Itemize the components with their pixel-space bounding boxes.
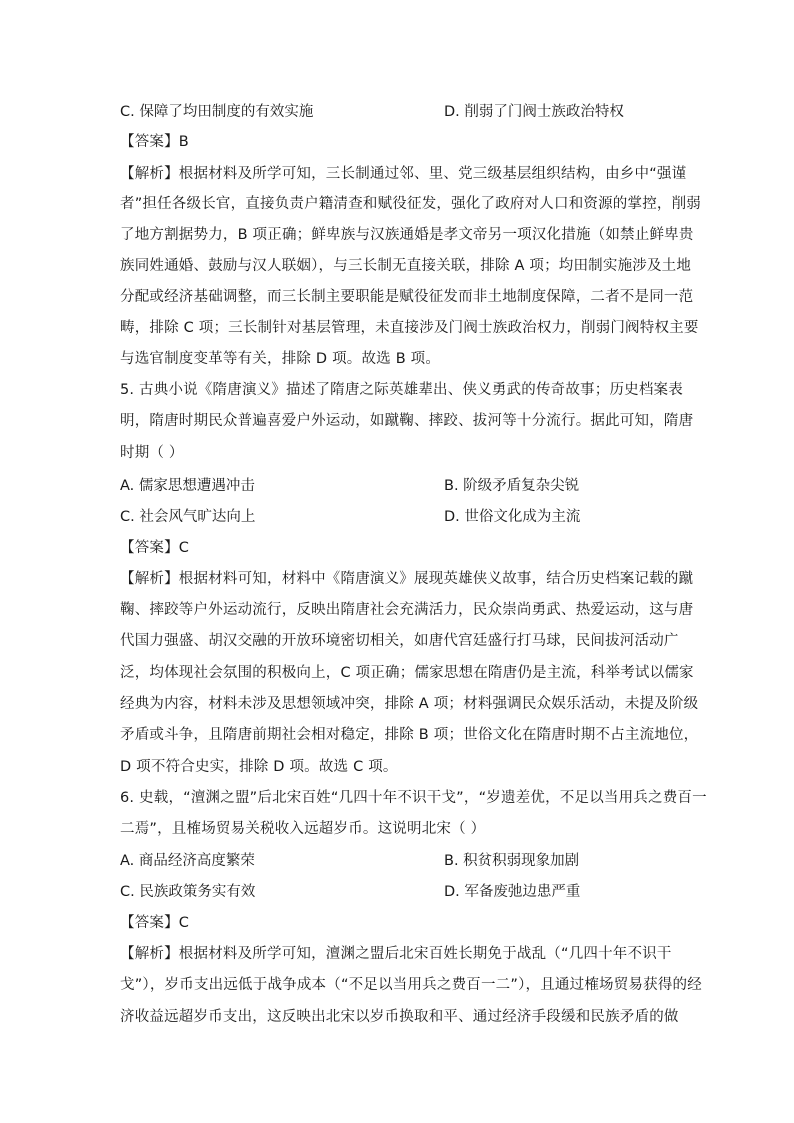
q6-option-a[interactable]: A. 商品经济高度繁荣 — [120, 853, 255, 869]
q4-analysis-line: 了地方割据势力，B 项正确；鲜卑族与汉族通婚是孝文帝另一项汉化措施（如禁止鲜卑贵 — [120, 227, 694, 243]
q5-analysis-line: 矛盾或斗争，且隋唐前期社会相对稳定，排除 B 项；世俗文化在隋唐时期不占主流地位， — [120, 727, 699, 743]
q5-analysis-line: D 项不符合史实，排除 D 项。故选 C 项。 — [120, 759, 398, 775]
q4-analysis-line: 【解析】根据材料及所学可知，三长制通过邻、里、党三级基层组织结构，由乡中“强谨 — [120, 166, 687, 182]
q5-options-row-cd — [120, 507, 680, 527]
q5-analysis-line: 经典为内容，材料未涉及思想领域冲突，排除 A 项；材料强调民众娱乐活动，未提及阶级 — [120, 696, 699, 712]
q6-options-row-ab — [120, 851, 680, 871]
q5-option-d[interactable]: D. 世俗文化成为主流 — [444, 509, 581, 525]
q6-analysis-line: 【解析】根据材料及所学可知，澶渊之盟后北宋百姓长期免于战乱（“几四十年不识干 — [120, 946, 672, 962]
q5-option-b[interactable]: B. 阶级矛盾复杂尖锐 — [444, 478, 580, 494]
q4-option-c[interactable]: C. 保障了均田制度的有效实施 — [120, 104, 314, 120]
q5-stem-line: 5. 古典小说《隋唐演义》描述了隋唐之际英雄辈出、侠义勇武的传奇故事；历史档案表 — [120, 382, 683, 398]
q6-answer: 【答案】C — [120, 915, 190, 931]
q4-analysis-line: 分配或经济基础调整，而三长制主要职能是赋役征发而非土地制度保障，二者不是同一范 — [120, 289, 694, 305]
q5-analysis-line: 【解析】根据材料可知，材料中《隋唐演义》展现英雄侠义故事，结合历史档案记载的蹴 — [120, 571, 694, 587]
q5-analysis-line: 代国力强盛、胡汉交融的开放环境密切相关，如唐代宫廷盛行打马球，民间拔河活动广 — [120, 633, 679, 649]
q6-stem-line: 二焉”，且榷场贸易关税收入远超岁币。这说明北宋（ ） — [120, 821, 486, 837]
q4-analysis-line: 畴，排除 C 项；三长制针对基层管理，未直接涉及门阀士族政治权力，削弱门阀特权主要 — [120, 320, 699, 336]
q6-option-d[interactable]: D. 军备废弛边患严重 — [444, 884, 581, 900]
q6-options-row-cd — [120, 882, 680, 902]
q6-option-b[interactable]: B. 积贫积弱现象加剧 — [444, 853, 580, 869]
q4-options-row-cd — [120, 102, 680, 122]
q5-option-c[interactable]: C. 社会风气旷达向上 — [120, 509, 256, 525]
q5-option-a[interactable]: A. 儒家思想遭遇冲击 — [120, 478, 255, 494]
q5-options-row-ab — [120, 476, 680, 496]
q5-stem-line: 明，隋唐时期民众普遍喜爱户外运动，如蹴鞠、摔跤、拔河等十分流行。据此可知，隋唐 — [120, 413, 694, 429]
q4-analysis-line: 族同姓通婚、鼓励与汉人联姻），与三长制无直接关联，排除 A 项；均田制实施涉及土地 — [120, 258, 692, 274]
q6-analysis-line: 戈”），岁币支出远低于战争成本（“不足以当用兵之费百一二”），且通过榷场贸易获得的经 — [120, 977, 702, 993]
q4-answer: 【答案】B — [120, 134, 189, 150]
q5-analysis-line: 泛，均体现社会氛围的积极向上，C 项正确；儒家思想在隋唐仍是主流，科举考试以儒家 — [120, 665, 694, 681]
q5-answer: 【答案】C — [120, 540, 190, 556]
q5-stem-line: 时期（ ） — [120, 445, 184, 461]
q4-analysis-line: 与选官制度变革等有关，排除 D 项。故选 B 项。 — [120, 351, 441, 367]
q4-option-d[interactable]: D. 削弱了门阀士族政治特权 — [444, 104, 624, 120]
q6-option-c[interactable]: C. 民族政策务实有效 — [120, 884, 256, 900]
q6-stem-line: 6. 史载，“澶渊之盟”后北宋百姓“几四十年不识干戈”，“岁遗差优，不足以当用兵之费百一 — [120, 790, 707, 806]
q4-analysis-line: 者”担任各级长官，直接负责户籍清查和赋役征发，强化了政府对人口和资源的掌控，削弱 — [120, 196, 702, 212]
q6-analysis-line: 济收益远超岁币支出，这反映出北宋以岁币换取和平、通过经济手段缓和民族矛盾的做 — [120, 1009, 679, 1025]
q5-analysis-line: 鞠、摔跤等户外运动流行，反映出隋唐社会充满活力，民众崇尚勇武、热爱运动，这与唐 — [120, 602, 694, 618]
